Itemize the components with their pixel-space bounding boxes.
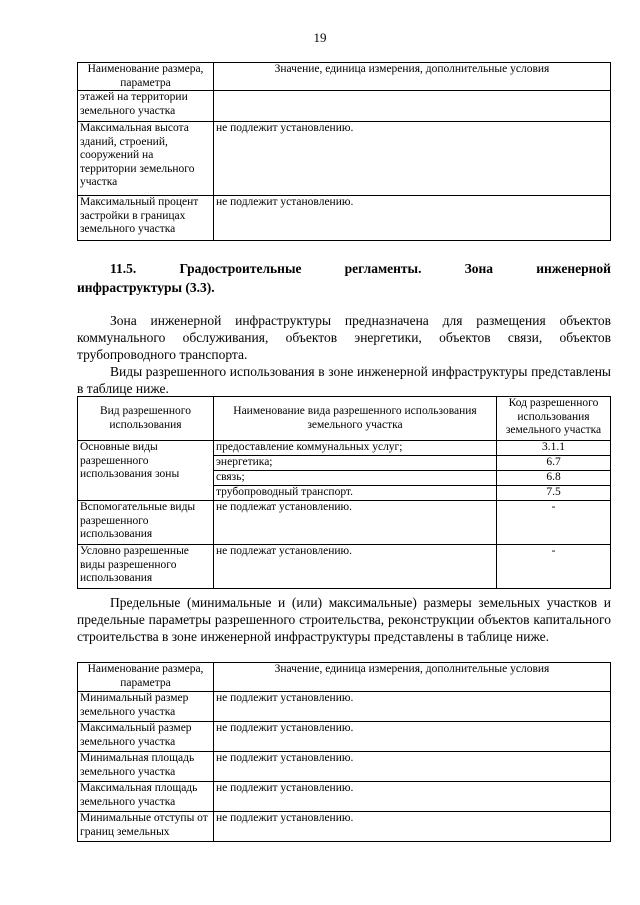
use-code-cell: - [497,501,611,545]
section-title-word: инженерной [536,261,611,276]
param-name-cell: этажей на территории земельного участка [78,91,214,122]
header-param-value: Значение, единица измерения, дополнительные условия [214,63,611,91]
section-heading-line1 [77,259,611,278]
use-type-cell: Вспомогательные виды разрешенного использования [78,501,214,545]
param-name-cell: Максимальный процент застройки в границах земельного участка [78,196,214,241]
param-value-cell: не подлежит установлению. [214,782,611,812]
header-use-name: Наименование вида разрешенного использования земельного участка [214,397,497,441]
param-name-cell: Минимальная площадь земельного участка [78,752,214,782]
param-value-cell: не подлежит установлению. [214,752,611,782]
header-use-code: Код разрешенного использования земельного участка [497,397,611,441]
paragraph-zone-purpose: Зона инженерной инфраструктуры предназначена для размещения объектов коммунального обслуживания, объектов энергетики, объектов связи, объектов трубопроводного транспорта. [77,313,611,362]
use-name-cell: энергетика; [214,456,497,471]
header-param-name: Наименование размера, параметра [78,663,214,692]
table-row [78,196,611,241]
table-row [78,441,611,456]
section-title-word: регламенты. [344,261,422,276]
use-name-cell: не подлежат установлению. [214,501,497,545]
table-row [78,545,611,589]
use-name-cell: трубопроводный транспорт. [214,486,497,501]
table-row [78,501,611,545]
header-param-name: Наименование размера, параметра [78,63,214,91]
param-value-cell: не подлежит установлению. [214,722,611,752]
use-code-cell: 6.8 [497,471,611,486]
parameters-table-top [77,62,611,241]
param-name-cell: Минимальные отступы от границ земельных [78,812,214,842]
page-number: 19 [313,30,327,45]
paragraph-limits-intro: Предельные (минимальные и (или) максимальные) размеры земельных участков и предельные параметры разрешенного строительства, реконструкции объектов капитального строительства в зоне инженерной инфраструктуры представлены в таблице ниже. [77,595,611,644]
param-value-cell: не подлежит установлению. [214,692,611,722]
table-row [78,692,611,722]
use-code-cell: - [497,545,611,589]
param-name-cell: Минимальный размер земельного участка [78,692,214,722]
use-code-cell: 7.5 [497,486,611,501]
section-heading-line2: инфраструктуры (3.3). [77,280,215,295]
param-value-cell: не подлежит установлению. [214,122,611,196]
param-name-cell: Максимальная площадь земельного участка [78,782,214,812]
section-title-word: Зона [464,261,494,276]
use-code-cell: 3.1.1 [497,441,611,456]
header-use-type: Вид разрешенного использования [78,397,214,441]
use-name-cell: предоставление коммунальных услуг; [214,441,497,456]
table-header-row [78,397,611,441]
parameters-table-bottom [77,662,611,842]
param-value-cell: не подлежит установлению. [214,812,611,842]
table-row [78,722,611,752]
use-code-cell: 6.7 [497,456,611,471]
section-number: 11.5. [110,261,137,276]
permitted-use-table [77,396,611,589]
table-row [78,91,611,122]
use-name-cell: связь; [214,471,497,486]
table-header-row [78,663,611,692]
section-title-word: Градостроительные [179,261,302,276]
use-name-cell: не подлежат установлению. [214,545,497,589]
use-type-cell: Основные виды разрешенного использования зоны [78,441,214,501]
table-row [78,812,611,842]
table-row [78,122,611,196]
header-param-value: Значение, единица измерения, дополнительные условия [214,663,611,692]
param-value-cell [214,91,611,122]
table-row [78,782,611,812]
table-header-row [78,63,611,91]
paragraph-usage-intro: Виды разрешенного использования в зоне инженерной инфраструктуры представлены в таблице ниже. [77,364,611,396]
param-name-cell: Максимальная высота зданий, строений, сооружений на территории земельного участка [78,122,214,196]
section-heading [77,259,611,297]
use-type-cell: Условно разрешенные виды разрешенного использования [78,545,214,589]
param-name-cell: Максимальный размер земельного участка [78,722,214,752]
table-row [78,752,611,782]
param-value-cell: не подлежит установлению. [214,196,611,241]
